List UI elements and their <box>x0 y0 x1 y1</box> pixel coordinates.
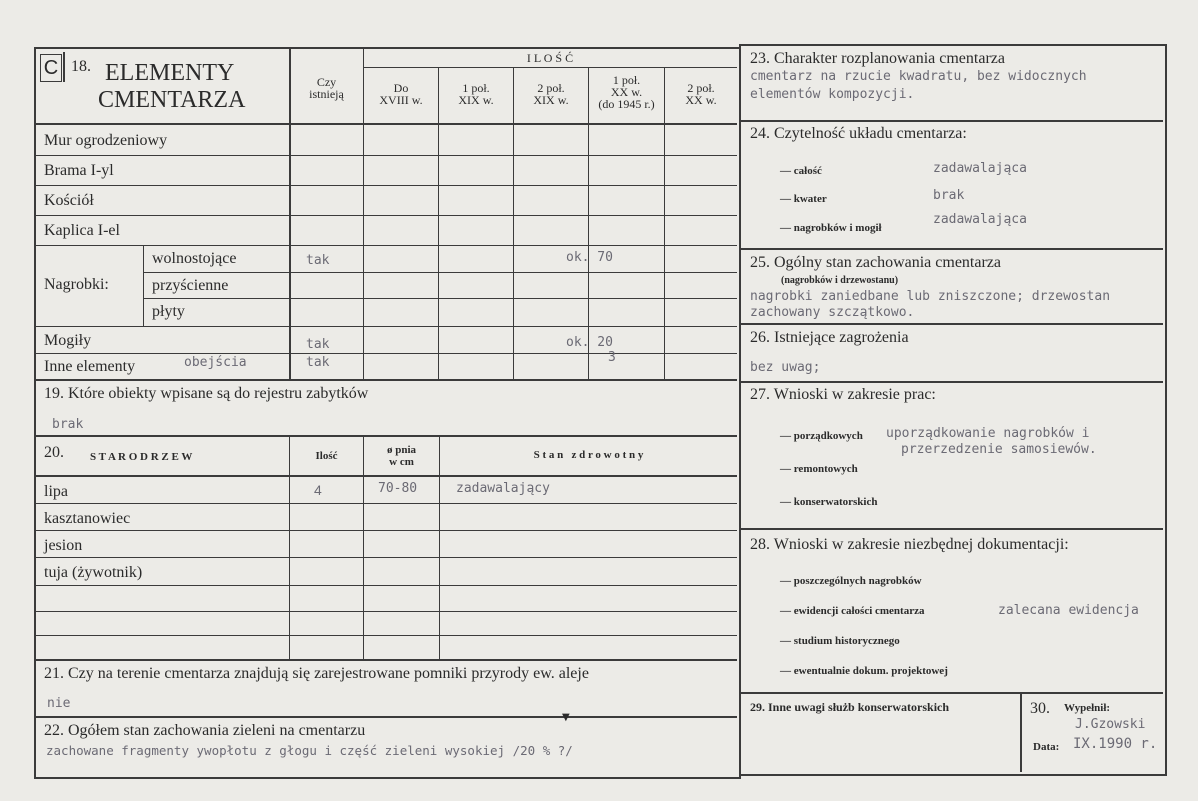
row-label-mur: Mur ogrodzeniowy <box>44 132 168 149</box>
s30-date-label: Data: <box>1033 741 1060 753</box>
s21-value: nie <box>47 696 71 711</box>
s19-label: 19. Które obiekty wpisane są do rejestru zabytków <box>44 385 369 402</box>
s24-item-nagrobkow: — nagrobków i mogił <box>780 222 882 234</box>
form-code-box: C <box>40 54 62 82</box>
s26-value: bez uwag; <box>750 360 821 375</box>
s25-sublabel: (nagrobków i drzewostanu) <box>781 275 899 286</box>
lipa-health: zadawalający <box>456 481 550 496</box>
s25-value-line1: nagrobki zaniedbane lub zniszczone; drzewostan <box>750 289 1111 304</box>
s28-item-poszczegolnych: — poszczególnych nagrobków <box>780 575 922 587</box>
s24-value-kwater: brak <box>933 188 965 203</box>
s27-item-remontowych: — remontowych <box>780 463 858 475</box>
ilosc-header: I L O Ś Ć <box>526 51 574 65</box>
s24-item-kwater: — kwater <box>780 193 827 205</box>
s23-value-line1: cmentarz na rzucie kwadratu, bez widocznych <box>750 69 1087 84</box>
period-header-4: 2 poł. XX w. <box>685 81 717 107</box>
col-exists-header: Czy istnieją <box>309 75 344 101</box>
period-header-1: 1 poł. XIX w. <box>458 81 494 107</box>
nagrobki-wolnostojace: wolnostojące <box>152 250 237 267</box>
row-label-kaplica: Kaplica I-el <box>44 222 120 239</box>
s18-number: 18. <box>71 58 91 75</box>
s27-item-konserwatorskich: — konserwatorskich <box>780 496 878 508</box>
s23-label: 23. Charakter rozplanowania cmentarza <box>750 50 1005 67</box>
s23-value-line2: elementów kompozycji. <box>750 87 915 102</box>
s27-value-line1: uporządkowanie nagrobków i <box>886 426 1090 441</box>
s24-value-nagrobkow: zadawalająca <box>933 212 1027 227</box>
inne-count-value: 3 <box>608 350 616 365</box>
s21-label: 21. Czy na terenie cmentarza znajdują się zarejestrowane pomniki przyrody ew. aleje <box>44 665 589 682</box>
row-label-kosciol: Kościół <box>44 192 94 209</box>
nagrobki-plyty: płyty <box>152 303 185 320</box>
s18-title-line2: CMENTARZA <box>98 87 246 113</box>
s20-title: S T A R O D R Z E W <box>90 451 193 463</box>
s25-value-line2: zachowany szczątkowo. <box>750 305 915 320</box>
nagrobki-exists-value: tak <box>306 253 330 268</box>
row-label-brama: Brama I-yl <box>44 162 114 179</box>
mogily-count-value: ok. 20 <box>566 335 613 350</box>
s30-date: IX.1990 r. <box>1073 736 1158 752</box>
s24-item-calosc: — całość <box>780 165 822 177</box>
lipa-count: 4 <box>314 482 322 498</box>
s22-label: 22. Ogółem stan zachowania zieleni na cmentarzu <box>44 722 366 739</box>
nagrobki-count-value: ok. 70 <box>566 250 613 265</box>
period-header-2: 2 poł. XIX w. <box>533 81 569 107</box>
s29-label: 29. Inne uwagi służb konserwatorskich <box>750 700 950 714</box>
s20-col-pnia: ø pnia w cm <box>386 444 417 468</box>
lipa-diameter: 70-80 <box>378 481 418 496</box>
s28-item-studium: — studium historycznego <box>780 635 900 647</box>
nagrobki-przyscienne: przyścienne <box>152 277 229 294</box>
tree-tuja: tuja (żywotnik) <box>44 564 143 581</box>
s27-value-line2: przerzedzenie samosiewów. <box>901 442 1097 457</box>
s28-label: 28. Wnioski w zakresie niezbędnej dokumentacji: <box>750 536 1069 553</box>
s22-value: zachowane fragmenty ywopłotu z głogu i część zieleni wysokiej /20 % ?/ <box>46 743 573 758</box>
s28-item-ewidencji: — ewidencji całości cmentarza <box>780 605 925 617</box>
s20-col-stan: S t a n z d r o w o t n y <box>533 449 644 461</box>
tree-lipa: lipa <box>44 483 68 500</box>
s28-value: zalecana ewidencja <box>998 603 1139 618</box>
tree-jesion: jesion <box>44 537 83 554</box>
inne-value: obejścia <box>184 355 247 370</box>
row-label-mogily: Mogiły <box>44 332 92 349</box>
s27-label: 27. Wnioski w zakresie prac: <box>750 386 936 403</box>
s26-label: 26. Istniejące zagrożenia <box>750 329 909 346</box>
s24-label: 24. Czytelność układu cmentarza: <box>750 125 967 142</box>
s30-filled-label: Wypełnił: <box>1064 702 1111 714</box>
s28-item-ewentualnie: — ewentualnie dokum. projektowej <box>780 665 948 677</box>
s24-value-calosc: zadawalająca <box>933 161 1027 176</box>
period-header-0: Do XVIII w. <box>379 81 423 107</box>
s27-item-porzadkowych: — porządkowych <box>780 430 863 442</box>
s20-col-ilosc: Ilość <box>315 450 338 462</box>
s18-title-line1: ELEMENTY <box>105 60 235 86</box>
mogily-exists-value: tak <box>306 337 330 352</box>
s20-number: 20. <box>44 444 64 461</box>
s25-label: 25. Ogólny stan zachowania cmentarza <box>750 254 1002 271</box>
s30-number: 30. <box>1030 700 1050 717</box>
row-label-inne: Inne elementy <box>44 358 136 375</box>
s19-value: brak <box>52 417 84 432</box>
s30-name: J.Gzowski <box>1075 717 1146 732</box>
period-header-3: 1 poł. XX w. (do 1945 r.) <box>598 73 655 111</box>
tree-kasztanowiec: kasztanowiec <box>44 510 131 527</box>
center-tick-mark: ▼ <box>562 712 570 723</box>
row-label-nagrobki: Nagrobki: <box>44 276 109 293</box>
inne-exists-value: tak <box>306 355 330 370</box>
